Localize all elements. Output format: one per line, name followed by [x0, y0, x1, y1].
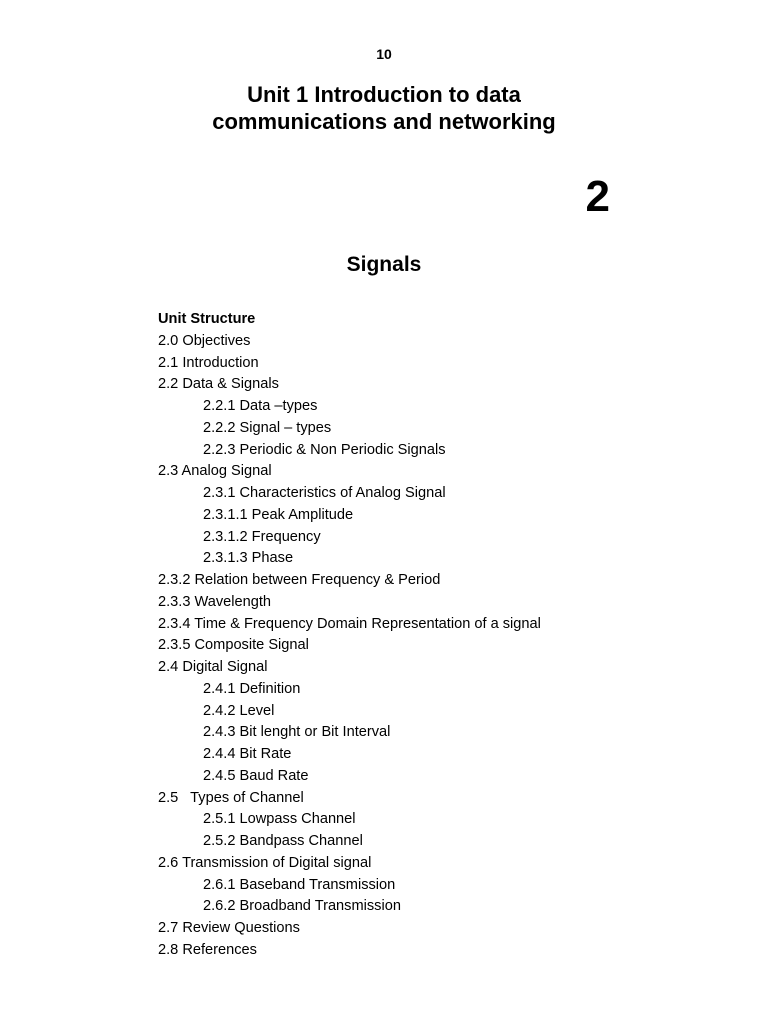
toc-item: 2.3.1 Characteristics of Analog Signal: [203, 485, 446, 501]
toc-item: 2.4.5 Baud Rate: [203, 767, 309, 784]
toc-item: 2.2 Data & Signals: [158, 376, 279, 393]
toc-item: 2.3.3 Wavelength: [158, 593, 272, 610]
toc-item: 2.3.5 Composite Signal: [158, 637, 309, 654]
chapter-number: 2: [585, 172, 610, 221]
toc-item: 2.5.1 Lowpass Channel: [203, 811, 356, 828]
unit-structure-heading: Unit Structure: [158, 311, 256, 327]
toc-item: 2.2.2 Signal – types: [203, 419, 332, 436]
toc-item: 2.7 Review Questions: [158, 920, 300, 936]
toc-item: 2.4 Digital Signal: [158, 659, 268, 675]
toc-item: 2.5.2 Bandpass Channel: [203, 833, 363, 849]
toc-item: 2.3.1.2 Frequency: [203, 528, 321, 545]
toc-item: 2.6.1 Baseband Transmission: [203, 876, 396, 893]
toc-item: 2.3 Analog Signal: [158, 463, 272, 480]
toc-item: 2.6 Transmission of Digital signal: [158, 854, 372, 871]
unit-title: [0, 81, 768, 135]
toc-item: 2.2.1 Data –types: [203, 398, 318, 414]
toc-item: 2.4.4 Bit Rate: [203, 746, 292, 762]
toc-item: 2.2.3 Periodic & Non Periodic Signals: [203, 441, 446, 458]
toc-item: 2.1 Introduction: [158, 354, 259, 371]
toc-item: 2.3.4 Time & Frequency Domain Representation of a signal: [158, 615, 541, 632]
toc-item: 2.4.3 Bit lenght or Bit Interval: [203, 724, 391, 741]
toc-item: 2.8 References: [158, 941, 257, 958]
toc-item: 2.3.1.3 Phase: [203, 550, 294, 567]
toc-item: 2.4.1 Definition: [203, 680, 301, 697]
toc-item: 2.5 Types of Channel: [158, 789, 304, 806]
unit-title-line-1: Unit 1 Introduction to data: [247, 82, 521, 107]
unit-structure-list: [158, 309, 718, 962]
page-number: 10: [376, 46, 392, 62]
toc-item: 2.3.2 Relation between Frequency & Period: [158, 572, 441, 588]
toc-item: 2.0 Objectives: [158, 332, 251, 349]
toc-item: 2.4.2 Level: [203, 702, 275, 719]
unit-title-line-2: communications and networking: [212, 109, 556, 134]
chapter-title: Signals: [346, 253, 422, 276]
toc-item: 2.6.2 Broadband Transmission: [203, 898, 401, 915]
toc-item: 2.3.1.1 Peak Amplitude: [203, 506, 354, 523]
